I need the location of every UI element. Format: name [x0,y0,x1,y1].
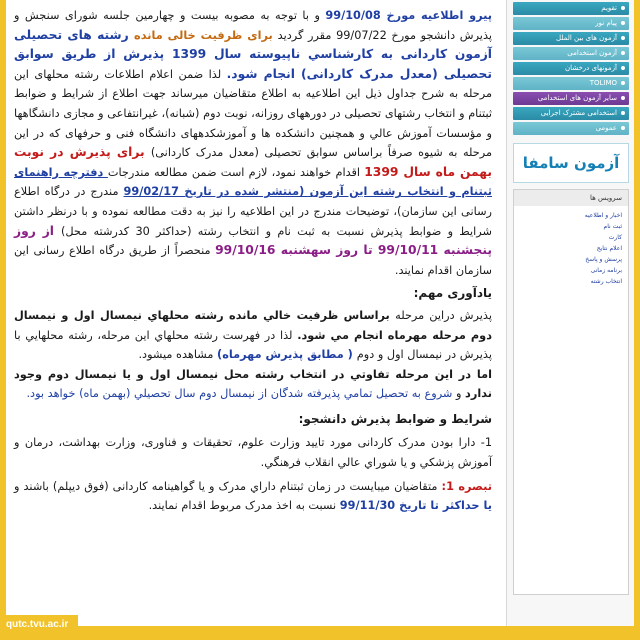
highlight-semester: شروع به تحصیل تمامي پذیرفته شدگان از نیمسال دوم سال تحصیلي (بهمن ماه) خواهد بود. [26,387,456,401]
service-link-results[interactable]: اعلام نتایج [596,245,622,252]
paragraph-no-difference: اما در این مرحله تفاوتي در انتخاب رشته محل نیمسال اول و یا نیمسال دوم وجود ندارد و شروع به تحصیل تمامي پذیرفته شدگان از نیمسال دوم سال تحصیلي (بهمن ماه) خواهد بود. [14,367,492,401]
menu-item-general[interactable]: عمومی [513,122,629,135]
menu-item-calendar[interactable]: تقویم [513,2,629,15]
highlight-admission: رشته های تحصیلی آزمون کاردانی به کارشناسي ناپیوسته سال 1399 پذیرش از طریق سوابق تحصیلی (معدل مدرک کاردانی) انجام شود. [14,27,493,81]
announcement-content [6,0,506,626]
reminder-heading: یادآوری مهم: [413,286,492,301]
samfa-logo[interactable] [513,143,629,183]
service-link-faq[interactable]: پرسش و پاسخ [585,256,622,263]
service-link-schedule[interactable]: برنامه زمانی [590,267,622,274]
note-1: تبصره 1: متقاضیان ميبایست در زمان ثبتنام داراي مدرک و یا گواهینامه کاردانی (فوق دیپلم) باشند و یا حداکثر تا تاریخ 99/11/30 نسبت به اخذ مدرک مربوط اقدام نمایند. [14,479,493,513]
highlight-mehr: ( مطابق پذیرش مهرماه) [217,348,357,362]
menu-item-international[interactable]: آزمون های بین الملل [513,32,629,45]
paragraph-intro: پیرو اطلاعیه مورخ 99/10/08 و با توجه به مصوبه بیست و چهارمین جلسه شورای سنجش و پذیرش دانشجو مورخ 99/07/22 مقرر گردید برای ظرفیت خالی مانده رشته های تحصیلی آزمون کاردانی به کارشناسي ناپیوسته سال 1399 پذیرش از طریق سوابق تحصیلی (معدل مدرک کاردانی) انجام شود. لذا ضمن اعلام اطلاعات رشته محلهای این مرحله به شرح جداول ذیل این اطلاعیه به اطلاع متقاضیان میرساند جهت اطلاع از شرایط و ضوابط ثبتنام و انتخاب رشتهای تحصیلی در دورههای روزانه، نوبت دوم (شبانه)، غیرانتفاعی و مجازی دانشگاهها و مؤسسات آموزش عالي و همچنین دانشکده ها و آموزشکدههای دانشگاه فنی و حرفهای که در این مرحله به شیوه صرفاً براساس سوابق تحصیلی (معدل مدرک کاردانی) برای پذیرش در نوبت بهمن ماه سال 1399 اقدام خواهند نمود، لازم است ضمن مطالعه مندرجات دفترچه راهنمای ثبتنام و انتخاب رشته این آزمون (منتشر شده در تاریخ 99/02/17 مندرج در درگاه اطلاع رسانی این سازمان)، توضیحات مندرج در این اطلاعیه را نیز به دقت مطالعه نموده و با درنظر داشتن شرایط و ضوابط پذیرش نسبت به ثبت نام و انتخاب رشته (حداکثر 30 کدرشته محل) از روز پنجشنبه 99/10/11 تا روز سهشنبه 99/10/16 منحصراً از طریق درگاه اطلاع رسانی این سازمان اقدام نمایند. [14,9,493,277]
services-title: سرویس ها [514,190,628,206]
highlight-capacity: برای ظرفیت خالی مانده [134,28,278,42]
menu-item-gifted[interactable]: آزمونهای درخشان [513,62,629,75]
menu-item-tolimo[interactable]: TOLIMO [513,77,629,90]
service-link-selection[interactable]: انتخاب رشته [590,278,622,285]
condition-1: 1- دارا بودن مدرک کاردانی مورد تایید وزارت علوم، تحقیقات و فناوری، وزارت بهداشت، درمان و آموزش پزشکي و یا شوراي عالي انقلاب فرهنگي. [14,436,492,470]
service-link-card[interactable]: کارت [608,234,622,241]
page-frame [6,0,634,626]
guide-booklet-link[interactable]: دفترچه راهنمای ثبتنام و انتخاب رشته این آزمون (منتشر شده در تاریخ 99/02/17 [14,165,492,199]
note-deadline: یا حداکثر تا تاریخ 99/11/30 [339,499,492,513]
announcement-ref: پیرو اطلاعیه مورخ 99/10/08 [325,9,492,22]
conditions-heading: شرایط و ضوابط پذیرش دانشجو: [298,411,492,426]
site-url-badge: qutc.tvu.ac.ir [0,615,78,635]
note-label: تبصره 1: [441,479,493,493]
menu-item-other-employment[interactable]: سایر آزمون های استخدامی [513,92,629,105]
highlight-bahman: برای پذیرش در نوبت بهمن ماه سال 1399 [14,145,492,179]
registration-dates: از روز پنجشنبه 99/10/11 تا روز سهشنبه 99/10/16 [14,223,492,258]
menu-item-employment[interactable]: آزمون استخدامی [513,47,629,60]
service-link-register[interactable]: ثبت نام [603,223,622,230]
samfa-logo-text: آزمون سامفا [522,154,620,172]
services-panel [513,189,629,595]
menu-item-joint-employment[interactable]: استخدامی مشترک اجرایی [513,107,629,120]
service-link-news[interactable]: اخبار و اطلاعیه [584,212,622,219]
sidebar [506,0,634,626]
paragraph-reminder: پذیرش دراین مرحله براساس ظرفیت خالي مانده رشته محلهاي نیمسال اول و نیمسال دوم مرحله مهرماه انجام مي شود. لذا در فهرست رشته محلهاي این مرحله، رشته محلهایي با پذیرش در نیمسال اول و دوم ( مطابق پذیرش مهرماه) مشاهده ميشود. [14,308,492,362]
menu-item-payamnoor[interactable]: پیام نور [513,17,629,30]
services-list [514,206,628,594]
